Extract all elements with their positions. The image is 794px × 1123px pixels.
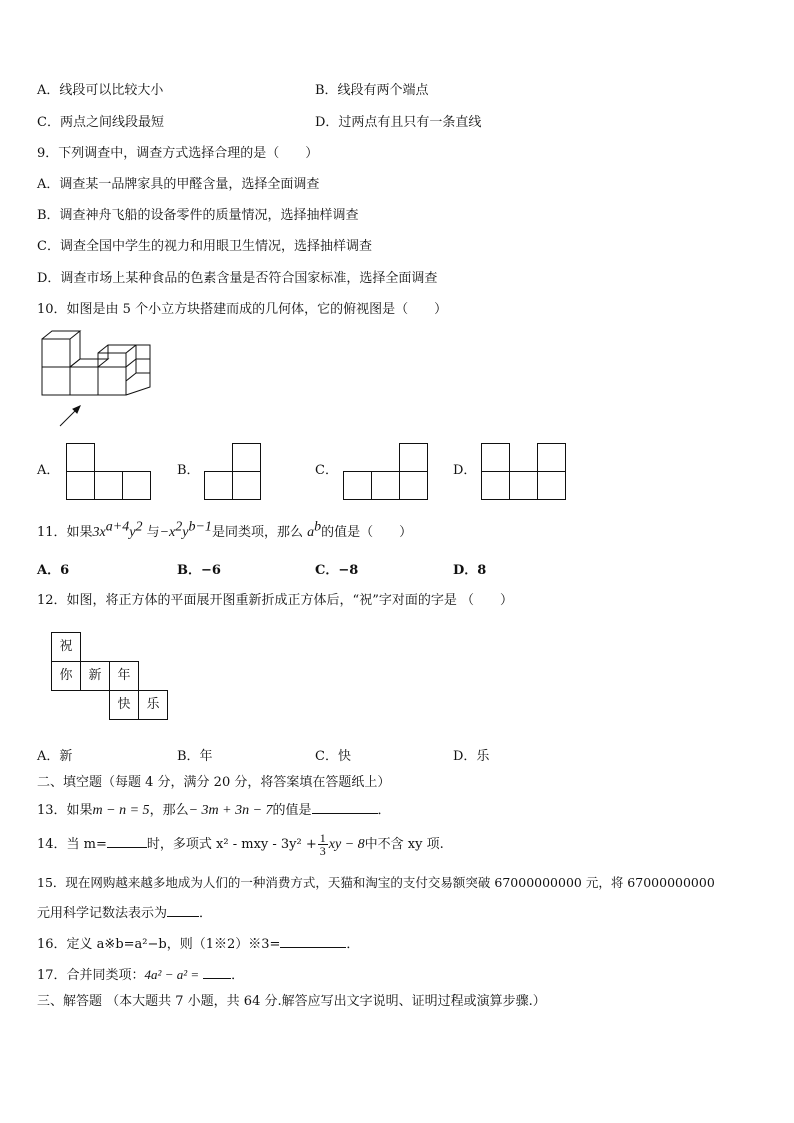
q11-neg: −: [159, 525, 170, 540]
q10-option-b-figure: [204, 443, 262, 500]
q11-exp2: 2: [135, 519, 143, 535]
q10-label-d: D．: [453, 463, 477, 478]
q16-prefix: 16．定义 a※b=a²−b，则（1※2）※3=: [37, 937, 281, 952]
q17-answer-blank[interactable]: [203, 966, 231, 979]
q14-expr: xy − 8: [328, 837, 365, 852]
q11-coef: 3: [92, 525, 100, 540]
q17-end: ．: [231, 968, 245, 983]
q10-label-c: C．: [315, 463, 338, 478]
q13-end: ．: [377, 803, 391, 818]
q11-y: y: [129, 525, 136, 540]
net-cell-le: 乐: [138, 690, 168, 720]
q13-mid: ，那么: [149, 803, 189, 818]
q11-prefix: 11．如果: [37, 525, 93, 540]
q11-option-c: C．−8: [315, 563, 359, 578]
q15-answer-blank[interactable]: [167, 904, 199, 917]
q13-expr2: − 3m + 3n − 7: [188, 803, 273, 818]
q11-exp1: a+4: [105, 519, 130, 535]
q15-line2-end: ．: [199, 906, 213, 921]
q16-answer-blank[interactable]: [280, 935, 346, 948]
q10-option-a-figure: [66, 443, 152, 500]
q8-option-b: B．线段有两个端点: [315, 83, 429, 98]
q14-frac-den: 3: [319, 844, 326, 858]
q17-expr: 4a² − a² =: [144, 967, 200, 982]
q12-option-d: D．乐: [453, 749, 490, 764]
q9-option-a: A．调查某一品牌家具的甲醛含量，选择全面调查: [37, 177, 320, 192]
q14-fraction: [318, 832, 328, 857]
q14-answer-blank[interactable]: [107, 835, 147, 848]
q11-tail1: 是同类项，那么: [211, 525, 303, 540]
q11-y2: y: [182, 525, 189, 540]
q10-label-a: A．: [37, 463, 60, 478]
net-cell-ni: 你: [51, 661, 81, 691]
q11-mid: 与: [146, 525, 160, 540]
q12-stem: 12．如图，将正方体的平面展开图重新折成正方体后，“祝”字对面的字是 （ ）: [37, 593, 513, 608]
q12-option-b: B．年: [177, 749, 213, 764]
q10-stem: 10．如图是由 5 个小立方块搭建而成的几何体，它的俯视图是（ ）: [37, 302, 448, 317]
q13-expr1: m − n = 5: [92, 803, 150, 818]
q9-stem: 9．下列调查中，调查方式选择合理的是（ ）: [37, 146, 319, 161]
q11-a: a: [307, 525, 315, 540]
q11-exp3: 2: [175, 519, 183, 535]
q10-label-b: B．: [177, 463, 200, 478]
q10-solid-figure: [40, 330, 160, 430]
net-cell-kuai: 快: [109, 690, 139, 720]
q14-prefix: 14．当 m=: [37, 837, 107, 852]
q11-b: b: [314, 519, 322, 535]
q14: [37, 832, 444, 857]
q8-option-c: C．两点之间线段最短: [37, 115, 164, 130]
q15-line2-prefix: 元用科学记数法表示为: [37, 906, 168, 921]
q13-post: 的值是: [272, 803, 312, 818]
q11-x: x: [99, 525, 106, 540]
q9-option-c: C．调查全国中学生的视力和用眼卫生情况，选择抽样调查: [37, 239, 372, 254]
q9-option-b: B．调查神舟飞船的设备零件的质量情况，选择抽样调查: [37, 208, 359, 223]
q15-line2: [37, 904, 212, 923]
q15-line1: 15．现在网购越来越多地成为人们的一种消费方式，天猫和淘宝的支付交易额突破 67000000000 元，将 67000000000: [37, 875, 715, 890]
q11-x2: x: [169, 525, 176, 540]
q10-option-c-figure: [343, 443, 429, 500]
net-cell-xin: 新: [80, 661, 110, 691]
q11-option-a: A．6: [37, 563, 70, 578]
q11-option-d: D．8: [453, 563, 487, 578]
q16: [37, 935, 359, 954]
q14-frac-num: 1: [319, 831, 326, 845]
q8-option-a: A．线段可以比较大小: [37, 83, 164, 98]
q12-cube-net: [51, 632, 169, 720]
q13-answer-blank[interactable]: [312, 801, 378, 814]
q13-prefix: 13．如果: [37, 803, 93, 818]
q10-option-d-figure: [481, 443, 567, 500]
q11-option-b: B．−6: [177, 563, 221, 578]
q17: [37, 966, 244, 985]
q12-option-c: C．快: [315, 749, 351, 764]
q14-mid: 时，多项式 x² - mxy - 3y² +: [146, 837, 317, 852]
section-2-heading: 二、填空题（每题 4 分，满分 20 分，将答案填在答题纸上）: [37, 775, 391, 790]
q8-option-d: D．过两点有且只有一条直线: [315, 115, 482, 130]
q13: [37, 801, 391, 820]
section-3-heading: 三、解答题 （本大题共 7 小题，共 64 分.解答应写出文字说明、证明过程或演算步骤.）: [37, 994, 546, 1009]
q9-option-d: D．调查市场上某种食品的色素含量是否符合国家标准，选择全面调查: [37, 271, 438, 286]
q14-post: 中不含 xy 项.: [364, 837, 444, 852]
q11-exp4: b−1: [188, 519, 212, 535]
q17-prefix: 17．合并同类项：: [37, 968, 145, 983]
q11-tail2: 的值是（ ）: [321, 525, 413, 540]
q16-end: ．: [346, 937, 360, 952]
q12-option-a: A．新: [37, 749, 73, 764]
net-cell-zhu: 祝: [51, 632, 81, 662]
q11-stem: [37, 519, 413, 542]
net-cell-nian: 年: [109, 661, 139, 691]
